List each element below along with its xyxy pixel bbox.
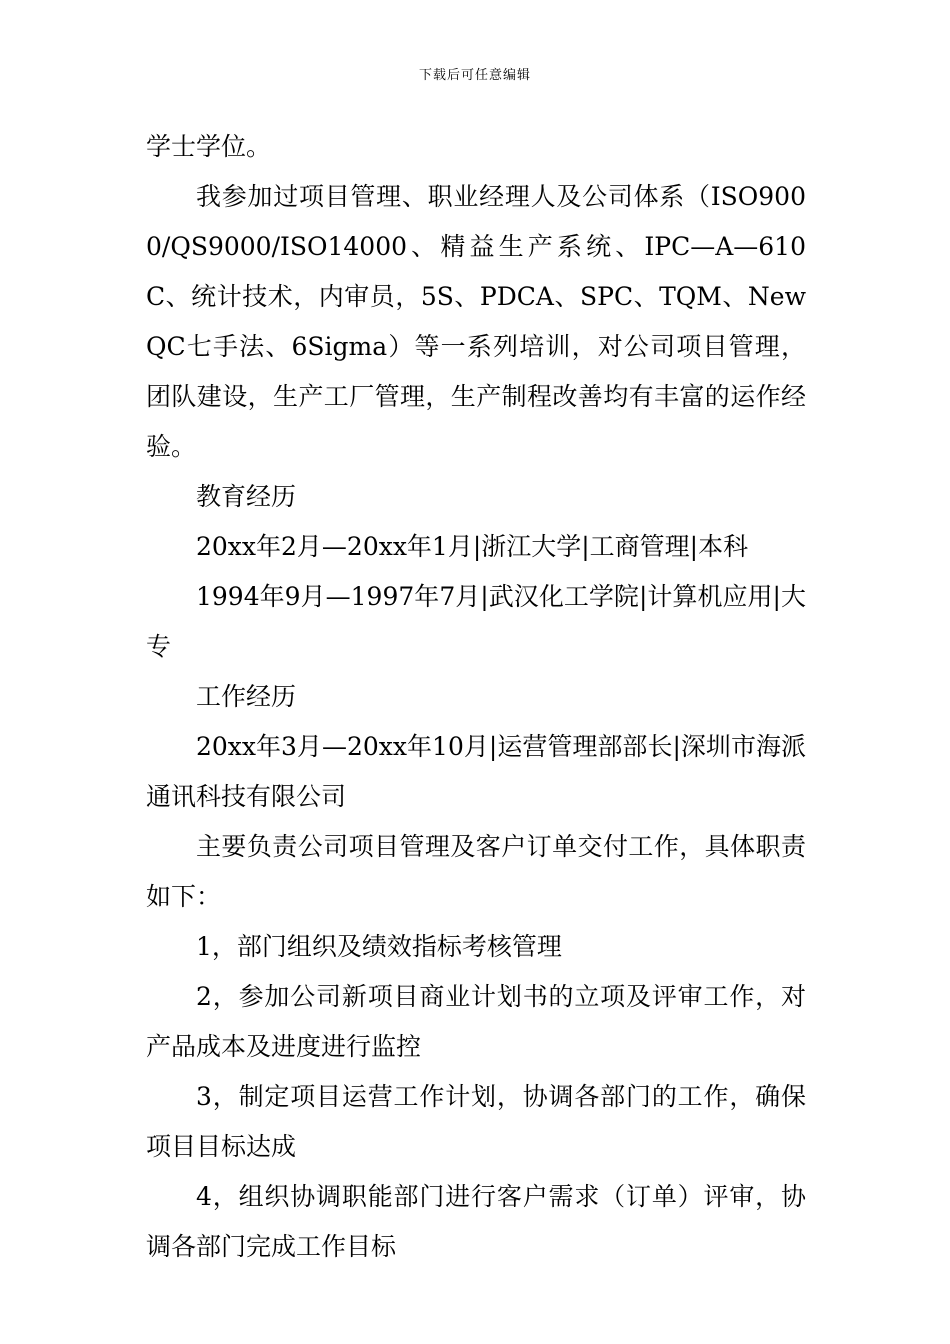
page-header: 下载后可任意编辑 [418, 68, 531, 83]
responsibility-item-2: 2，参加公司新项目商业计划书的立项及评审工作，对产品成本及进度进行监控 [146, 982, 806, 1061]
section-heading-education: 教育经历 [196, 482, 297, 511]
section-heading-work: 工作经历 [196, 682, 297, 711]
responsibility-item-3: 3，制定项目运营工作计划，协调各部门的工作，确保项目目标达成 [146, 1082, 806, 1161]
paragraph-responsibilities-intro: 主要负责公司项目管理及客户订单交付工作，具体职责如下： [146, 832, 806, 911]
paragraph-training-experience: 我参加过项目管理、职业经理人及公司体系（ISO9000/QS9000/ISO14000、精益生产系统、IPC—A—610C、统计技术，内审员，5S、PDCA、SPC、TQM、NewQC七手法、6Sigma）等一系列培训，对公司项目管理，团队建设，生产工厂管理，生产制程改善均有丰富的运作经验。 [146, 182, 806, 461]
responsibility-item-4: 4，组织协调职能部门进行客户需求（订单）评审，协调各部门完成工作目标 [146, 1182, 806, 1261]
document-body [146, 122, 806, 1272]
responsibility-item-1: 1，部门组织及绩效指标考核管理 [196, 932, 562, 961]
education-entry-1: 20xx年2月—20xx年1月|浙江大学|工商管理|本科 [196, 532, 749, 561]
work-entry-1: 20xx年3月—20xx年10月|运营管理部部长|深圳市海派通讯科技有限公司 [146, 732, 806, 811]
paragraph-degree: 学士学位。 [146, 132, 272, 161]
education-entry-2: 1994年9月—1997年7月|武汉化工学院|计算机应用|大专 [146, 582, 806, 661]
